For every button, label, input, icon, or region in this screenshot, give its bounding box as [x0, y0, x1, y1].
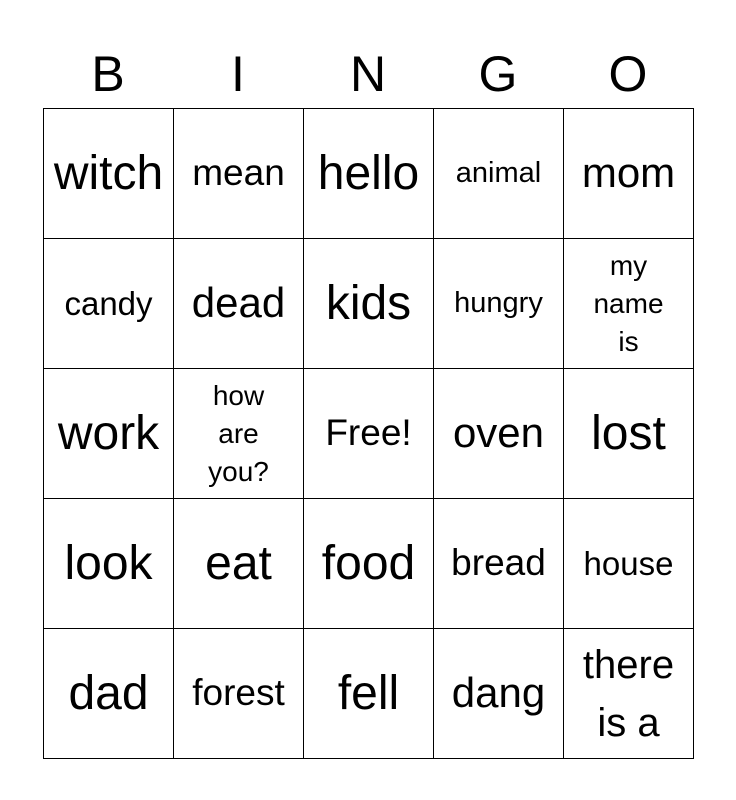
- bingo-card: [43, 40, 694, 759]
- bingo-cell[interactable]: [564, 239, 694, 369]
- bingo-header: [43, 40, 694, 108]
- cell-text: my name is: [593, 249, 664, 357]
- cell-text: animal: [455, 157, 542, 190]
- cell-text: witch: [53, 146, 164, 200]
- bingo-cell[interactable]: [434, 239, 564, 369]
- bingo-cell[interactable]: [564, 499, 694, 629]
- bingo-cell[interactable]: [44, 109, 174, 239]
- cell-text: forest: [192, 672, 285, 714]
- header-letter-b: B: [91, 46, 125, 102]
- cell-text: kids: [325, 276, 412, 330]
- cell-text: house: [583, 544, 674, 582]
- cell-text: look: [64, 536, 153, 590]
- bingo-cell[interactable]: [564, 109, 694, 239]
- cell-text: hungry: [454, 287, 543, 320]
- header-letter-g: G: [478, 46, 518, 102]
- cell-text: dad: [68, 666, 149, 720]
- bingo-cell[interactable]: [304, 629, 434, 759]
- cell-text: hello: [317, 146, 420, 200]
- header-letter-n: N: [349, 46, 387, 102]
- bingo-cell[interactable]: [434, 499, 564, 629]
- bingo-cell[interactable]: [44, 629, 174, 759]
- bingo-cell[interactable]: [434, 369, 564, 499]
- bingo-cell[interactable]: [304, 109, 434, 239]
- cell-text: food: [321, 536, 416, 590]
- cell-text: oven: [452, 409, 545, 457]
- header-letter-i: I: [231, 46, 245, 102]
- bingo-grid: [43, 108, 694, 759]
- bingo-cell[interactable]: [304, 499, 434, 629]
- cell-text: candy: [64, 284, 153, 322]
- bingo-cell[interactable]: [44, 239, 174, 369]
- bingo-cell[interactable]: [564, 629, 694, 759]
- cell-text: eat: [205, 536, 272, 590]
- bingo-cell[interactable]: [434, 109, 564, 239]
- cell-text: how are you?: [208, 379, 269, 487]
- cell-text: bread: [451, 542, 546, 584]
- cell-text: mean: [192, 152, 285, 194]
- cell-text: there is a: [582, 642, 675, 745]
- free-space-cell[interactable]: [304, 369, 434, 499]
- cell-text: work: [57, 406, 160, 460]
- bingo-cell[interactable]: [174, 369, 304, 499]
- bingo-cell[interactable]: [44, 369, 174, 499]
- cell-text: dead: [191, 279, 286, 327]
- bingo-cell[interactable]: [174, 629, 304, 759]
- header-letter-o: O: [608, 46, 648, 102]
- cell-text: lost: [591, 406, 666, 460]
- cell-text: fell: [337, 666, 400, 720]
- bingo-cell[interactable]: [564, 369, 694, 499]
- bingo-cell[interactable]: [44, 499, 174, 629]
- bingo-cell[interactable]: [174, 109, 304, 239]
- bingo-cell[interactable]: [174, 499, 304, 629]
- bingo-cell[interactable]: [434, 629, 564, 759]
- free-space-label: Free!: [325, 412, 412, 454]
- bingo-cell[interactable]: [304, 239, 434, 369]
- cell-text: mom: [581, 149, 676, 197]
- cell-text: dang: [451, 669, 546, 717]
- bingo-cell[interactable]: [174, 239, 304, 369]
